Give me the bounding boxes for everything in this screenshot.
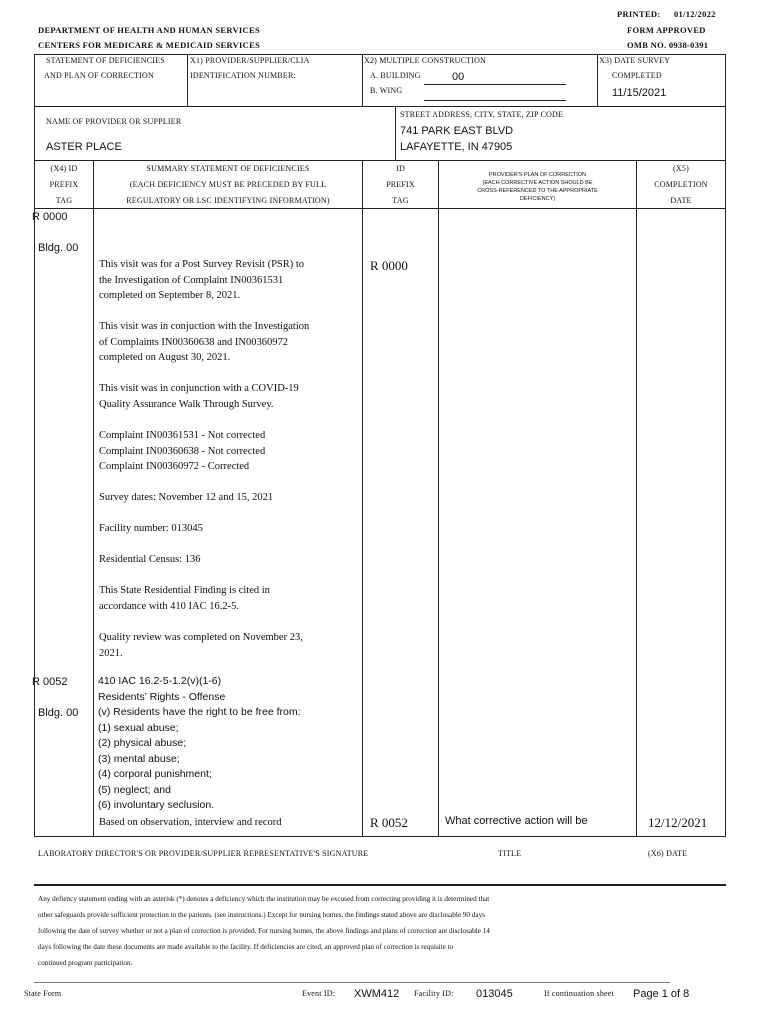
survey-paragraph-1: This visit was for a Post Survey Revisit (PSR) to the Investigation of Complaint IN00361531 completed on September 8, 2021.: [99, 259, 305, 301]
footer-divider: [34, 982, 670, 983]
address-line-1: 741 PARK EAST BLVD: [400, 125, 514, 137]
department-title: DEPARTMENT OF HEALTH AND HUMAN SERVICES: [38, 25, 260, 35]
finding-citation: This State Residential Finding is cited in accordance with 410 IAC 16.2-5.: [99, 585, 270, 612]
centers-title: CENTERS FOR MEDICARE & MEDICAID SERVICES: [38, 40, 261, 50]
bldg-label-2: Bldg. 00: [38, 707, 79, 719]
x6-date-label: (X6) DATE: [648, 849, 688, 858]
provider-name: ASTER PLACE: [46, 141, 122, 153]
x5-header-2: COMPLETION: [654, 180, 708, 189]
plan-of-correction-text: What corrective action will be: [445, 815, 588, 827]
signature-label: LABORATORY DIRECTOR'S OR PROVIDER/SUPPLIER REPRESENTATIVE'S SIGNATURE: [38, 849, 369, 858]
id-header-3: TAG: [392, 196, 409, 205]
multiple-construction-label: X2) MULTIPLE CONSTRUCTION: [364, 56, 487, 65]
x5-header-3: DATE: [670, 196, 692, 205]
printed-date: 01/12/2022: [674, 9, 716, 19]
plan-header-1: PROVIDER'S PLAN OF CORRECTION: [488, 172, 586, 178]
id-header-1: ID: [396, 164, 405, 173]
signature-divider: [34, 884, 726, 886]
facility-id-value: 013045: [476, 988, 513, 1000]
completed-label: COMPLETED: [612, 71, 662, 80]
title-label: TITLE: [498, 849, 522, 858]
regulation-text: 410 IAC 16.2-5-1.2(v)(1-6) Residents' Rights - Offense (v) Residents have the right to be free from: (1) sexual abuse; (2) physical abuse; (3) mental abuse; (4) corporal punishment; (5) neglect; and (6) involuntary seclusion.: [98, 675, 301, 811]
address-line-2: LAFAYETTE, IN 47905: [400, 141, 513, 153]
clia-label-2: IDENTIFICATION NUMBER:: [190, 71, 296, 80]
plan-header-2: (EACH CORRECTIVE ACTION SHOULD BE: [482, 180, 593, 186]
statement-label-1: STATEMENT OF DEFICIENCIES: [46, 56, 165, 65]
x4-header-3: TAG: [55, 196, 73, 205]
disclaimer-line-1: Any defiency statement ending with an asterisk (*) denotes a deficiency which the institution may be excused from correcting providing it is determined that: [38, 895, 490, 903]
tag-r0052: R 0052: [32, 676, 68, 688]
summary-header-1: SUMMARY STATEMENT OF DEFICIENCIES: [146, 164, 310, 173]
x4-header-1: (X4) ID: [50, 164, 78, 173]
summary-header-2: (EACH DEFICIENCY MUST BE PRECEDED BY FULL: [129, 180, 327, 189]
facility-number: Facility number: 013045: [99, 523, 203, 534]
id-tag-r0052: R 0052: [370, 815, 408, 830]
building-value: 00: [452, 71, 465, 83]
plan-header-3: CROSS-REFERENCED TO THE APPROPRIATE: [477, 188, 598, 194]
survey-date: 11/15/2021: [612, 87, 667, 99]
plan-header-4: DEFICIENCY): [519, 196, 556, 202]
disclaimer-line-2: other safeguards provide sufficient protection to the patients. (see instructions.) Except for nursing homes, the findings stated above are disclosable 90 days: [38, 911, 485, 919]
date-survey-label: X3) DATE SURVEY: [599, 56, 671, 65]
survey-dates: Survey dates: November 12 and 15, 2021: [99, 492, 274, 503]
printed-label: PRINTED:: [617, 9, 661, 19]
based-on-observation: Based on observation, interview and record: [99, 817, 282, 828]
survey-paragraph-2: This visit was in conjuction with the Investigation of Complaints IN00360638 and IN00360972 completed on August 30, 2021.: [99, 321, 310, 363]
completion-date: 12/12/2021: [648, 815, 708, 830]
x5-header-1: (X5): [673, 164, 689, 173]
survey-paragraph-3: This visit was in conjunction with a COVID-19 Quality Assurance Walk Through Survey.: [99, 383, 299, 410]
bldg-label-1: Bldg. 00: [38, 242, 79, 254]
event-id-label: Event ID:: [302, 989, 336, 998]
omb-number: OMB NO. 0938-0391: [627, 40, 709, 50]
summary-header-3: REGULATORY OR LSC IDENTIFYING INFORMATION): [126, 196, 330, 205]
event-id-value: XWM412: [354, 988, 400, 1000]
address-label: STREET ADDRESS, CITY, STATE, ZIP CODE: [400, 110, 564, 119]
page-number: Page 1 of 8: [633, 988, 690, 1000]
continuation-label: If continuation sheet: [544, 989, 614, 998]
provider-name-label: NAME OF PROVIDER OR SUPPLIER: [46, 117, 182, 126]
disclaimer-line-4: days following the date these documents are made available to the facility. If deficiencies are cited, an approved plan of correction is requisite to: [38, 943, 454, 951]
wing-label: B. WING: [370, 86, 403, 95]
clia-label-1: X1) PROVIDER/SUPPLIER/CLIA: [190, 56, 310, 65]
id-tag-r0000: R 0000: [370, 258, 408, 273]
disclaimer-line-3: following the date of survey whether or not a plan of correction is provided. For nursing homes, the above findings and plans of correction are disclosable 14: [38, 927, 490, 935]
residential-census: Residential Census: 136: [99, 554, 201, 565]
statement-label-2: AND PLAN OF CORRECTION: [44, 71, 154, 80]
disclaimer-line-5: continued program participation.: [38, 959, 133, 967]
complaint-status-list: Complaint IN00361531 - Not corrected Complaint IN00360638 - Not corrected Complaint IN00360972 - Corrected: [99, 430, 266, 472]
id-header-2: PREFIX: [386, 180, 415, 189]
state-form-label: State Form: [24, 989, 62, 998]
quality-review: Quality review was completed on November 23, 2021.: [99, 632, 303, 659]
facility-id-label: Facility ID:: [414, 989, 454, 998]
tag-r0000: R 0000: [32, 211, 68, 223]
building-label: A. BUILDING: [370, 71, 421, 80]
x4-header-2: PREFIX: [49, 180, 79, 189]
form-approved: FORM APPROVED: [627, 25, 706, 35]
